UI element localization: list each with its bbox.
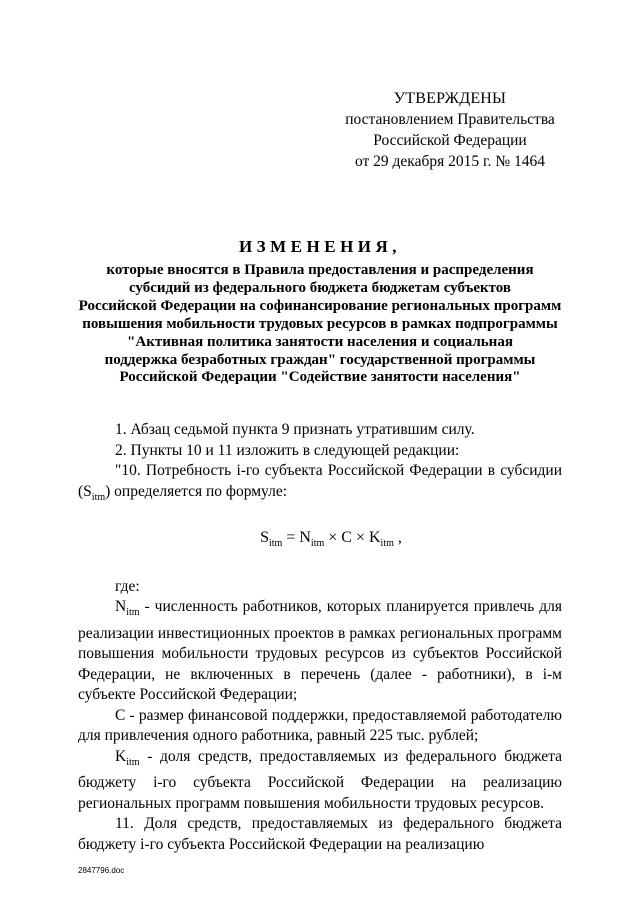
subtitle-line: "Активная политика занятости населения и социальная (127, 333, 513, 350)
definition-k-text: - доля средств, предоставляемых из федерального бюджета бюджету i-го субъекта Российской Федерации на реализацию региональных программ повышения мобильности трудовых ресурсов. (78, 747, 562, 812)
subtitle-line: которые вносятся в Правила предоставления и распределения (106, 262, 534, 278)
definition-k-symbol: K (115, 747, 127, 765)
formula-s: S (260, 529, 269, 547)
subtitle-line: Российской Федерации "Содействие занятости населения" (119, 369, 521, 386)
definition-n-text: - численность работников, которых планируется привлечь для реализации инвестиционных проектов в рамках региональных программ повышения мобильности трудовых ресурсов из субъектов Российской Федерации, не включенных в перечень (далее - работники), в i-м субъекте Российской Федерации; (78, 598, 562, 704)
document-subtitle (60, 262, 580, 387)
paragraph-10-subscript: itm (91, 491, 106, 503)
formula-s-sub: itm (269, 538, 283, 550)
definition-k-sub: itm (126, 756, 140, 768)
paragraph-10-text: "10. Потребность i-го субъекта Российской Федерации в субсидии (115, 462, 562, 479)
subtitle-line: повышения мобильности трудовых ресурсов в рамках подпрограммы (82, 315, 558, 332)
formula (100, 528, 562, 555)
definition-n (78, 597, 562, 706)
paragraph-11: 11. Доля средств, предоставляемых из федерального бюджета бюджету i-го субъекта Российской Федерации на реализацию (78, 815, 562, 853)
approval-line-1: постановлением Правительства (345, 111, 555, 128)
file-name-footer: 2847796.doc (78, 866, 125, 875)
paragraph-2: 2. Пункты 10 и 11 изложить в следующей редакции: (115, 441, 460, 459)
document-body (78, 420, 562, 855)
subtitle-line: субсидий из федерального бюджета бюджетам субъектов (128, 279, 512, 296)
paragraph-10-symbol: (S (78, 482, 92, 500)
definition-c: C - размер финансовой поддержки, предоставляемой работодателю для привлечения одного работника, равный 225 тыс. рублей; (78, 706, 562, 745)
formula-mid: × C × K (324, 529, 381, 547)
formula-end: , (393, 529, 402, 547)
formula-k-sub: itm (380, 538, 394, 550)
subtitle-line: поддержка безработных граждан" государственной программы (104, 351, 536, 368)
formula-n-sub: itm (310, 538, 325, 550)
approval-heading: УТВЕРЖДЕНЫ (393, 90, 507, 107)
definition-n-symbol: N (115, 598, 127, 616)
where-label: где: (115, 577, 140, 595)
paragraph-10 (78, 461, 562, 508)
formula-eq: = N (282, 529, 311, 547)
approval-line-2: Российской Федерации (373, 132, 527, 149)
approval-line-3: от 29 декабря 2015 г. № 1464 (354, 153, 546, 170)
definition-n-sub: itm (126, 607, 140, 619)
approval-block (330, 88, 570, 172)
subtitle-line: Российской Федерации на софинансирование региональных программ (78, 297, 562, 314)
paragraph-1: 1. Абзац седьмой пункта 9 признать утратившим силу. (115, 421, 475, 438)
paragraph-10-rest: ) определяется по формуле: (105, 482, 288, 500)
document-title: ИЗМЕНЕНИЯ, (238, 237, 402, 256)
definition-k (78, 747, 562, 815)
